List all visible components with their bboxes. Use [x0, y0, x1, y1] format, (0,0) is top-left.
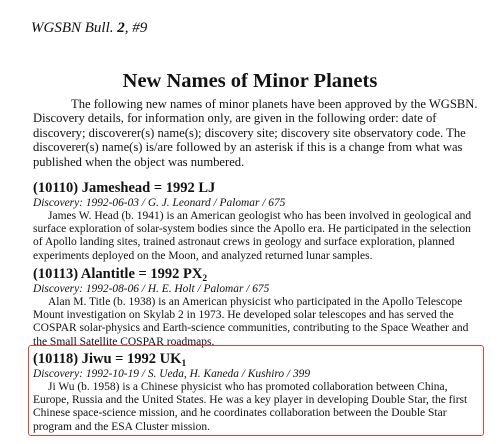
entry-title-subscript: 2 [202, 274, 208, 284]
entry-discovery: Discovery: 1992-10-19 / S. Ueda, H. Kaneda / Kushiro / 399 [33, 368, 311, 380]
issue-number: #9 [132, 20, 148, 36]
page-title: New Names of Minor Planets [122, 70, 378, 92]
volume-number: 2 [117, 20, 125, 36]
entry-citation: Alan M. Title (b. 1938) is an American physicist who participated in the Apollo Telescope Mount investigation on Skylab 2 in 1973. He developed solar telescopes and has served the COSPAR solar-physics and Earth-science communities, contributing to the Space Weather and the Small Satellite COSPAR roadmaps. [33, 296, 469, 348]
entry-title-main: (10118) Jiwu = 1992 UK [33, 351, 182, 367]
entry-citation: Ji Wu (b. 1958) is a Chinese physicist who has promoted collaboration between China, Europe, Russia and the United States. He was a key player in developing Double Star, the first Chinese space-science mission, and he coordinates collaboration between the Double Star program and the ESA Cluster mission. [33, 381, 468, 433]
entry-citation: James W. Head (b. 1941) is an American geologist who has been involved in geological and surface exploration of solar-system bodies since the Apollo era. He participated in the selection of Apollo landing sites, trained astronaut crews in geology and surface exploration, planned experiments deployed on the Moon, and analyzed returned lunar samples. [33, 210, 472, 262]
journal-name: WGSBN Bull. [31, 20, 114, 36]
intro-paragraph: The following new names of minor planets have been approved by the WGSBN. Discovery details, for information only, are given in the following order: date of discovery; discoverer(s) name(s); discovery site; discovery site observatory code. The discoverer(s) name(s) is/are followed by an asterisk if this is a change from what was published when the object was numbered. [33, 97, 478, 169]
bulletin-header: WGSBN Bull. 2, #9 [31, 20, 148, 36]
entry-discovery: Discovery: 1992-06-03 / G. J. Leonard / Palomar / 675 [33, 197, 286, 209]
entry-title-main: (10113) Alantitle = 1992 PX [33, 266, 203, 282]
entry-discovery: Discovery: 1992-08-06 / H. E. Holt / Palomar / 675 [33, 283, 270, 295]
entry-title-subscript: 1 [181, 359, 187, 369]
entry-title-main: (10110) Jameshead = 1992 LJ [33, 180, 216, 196]
